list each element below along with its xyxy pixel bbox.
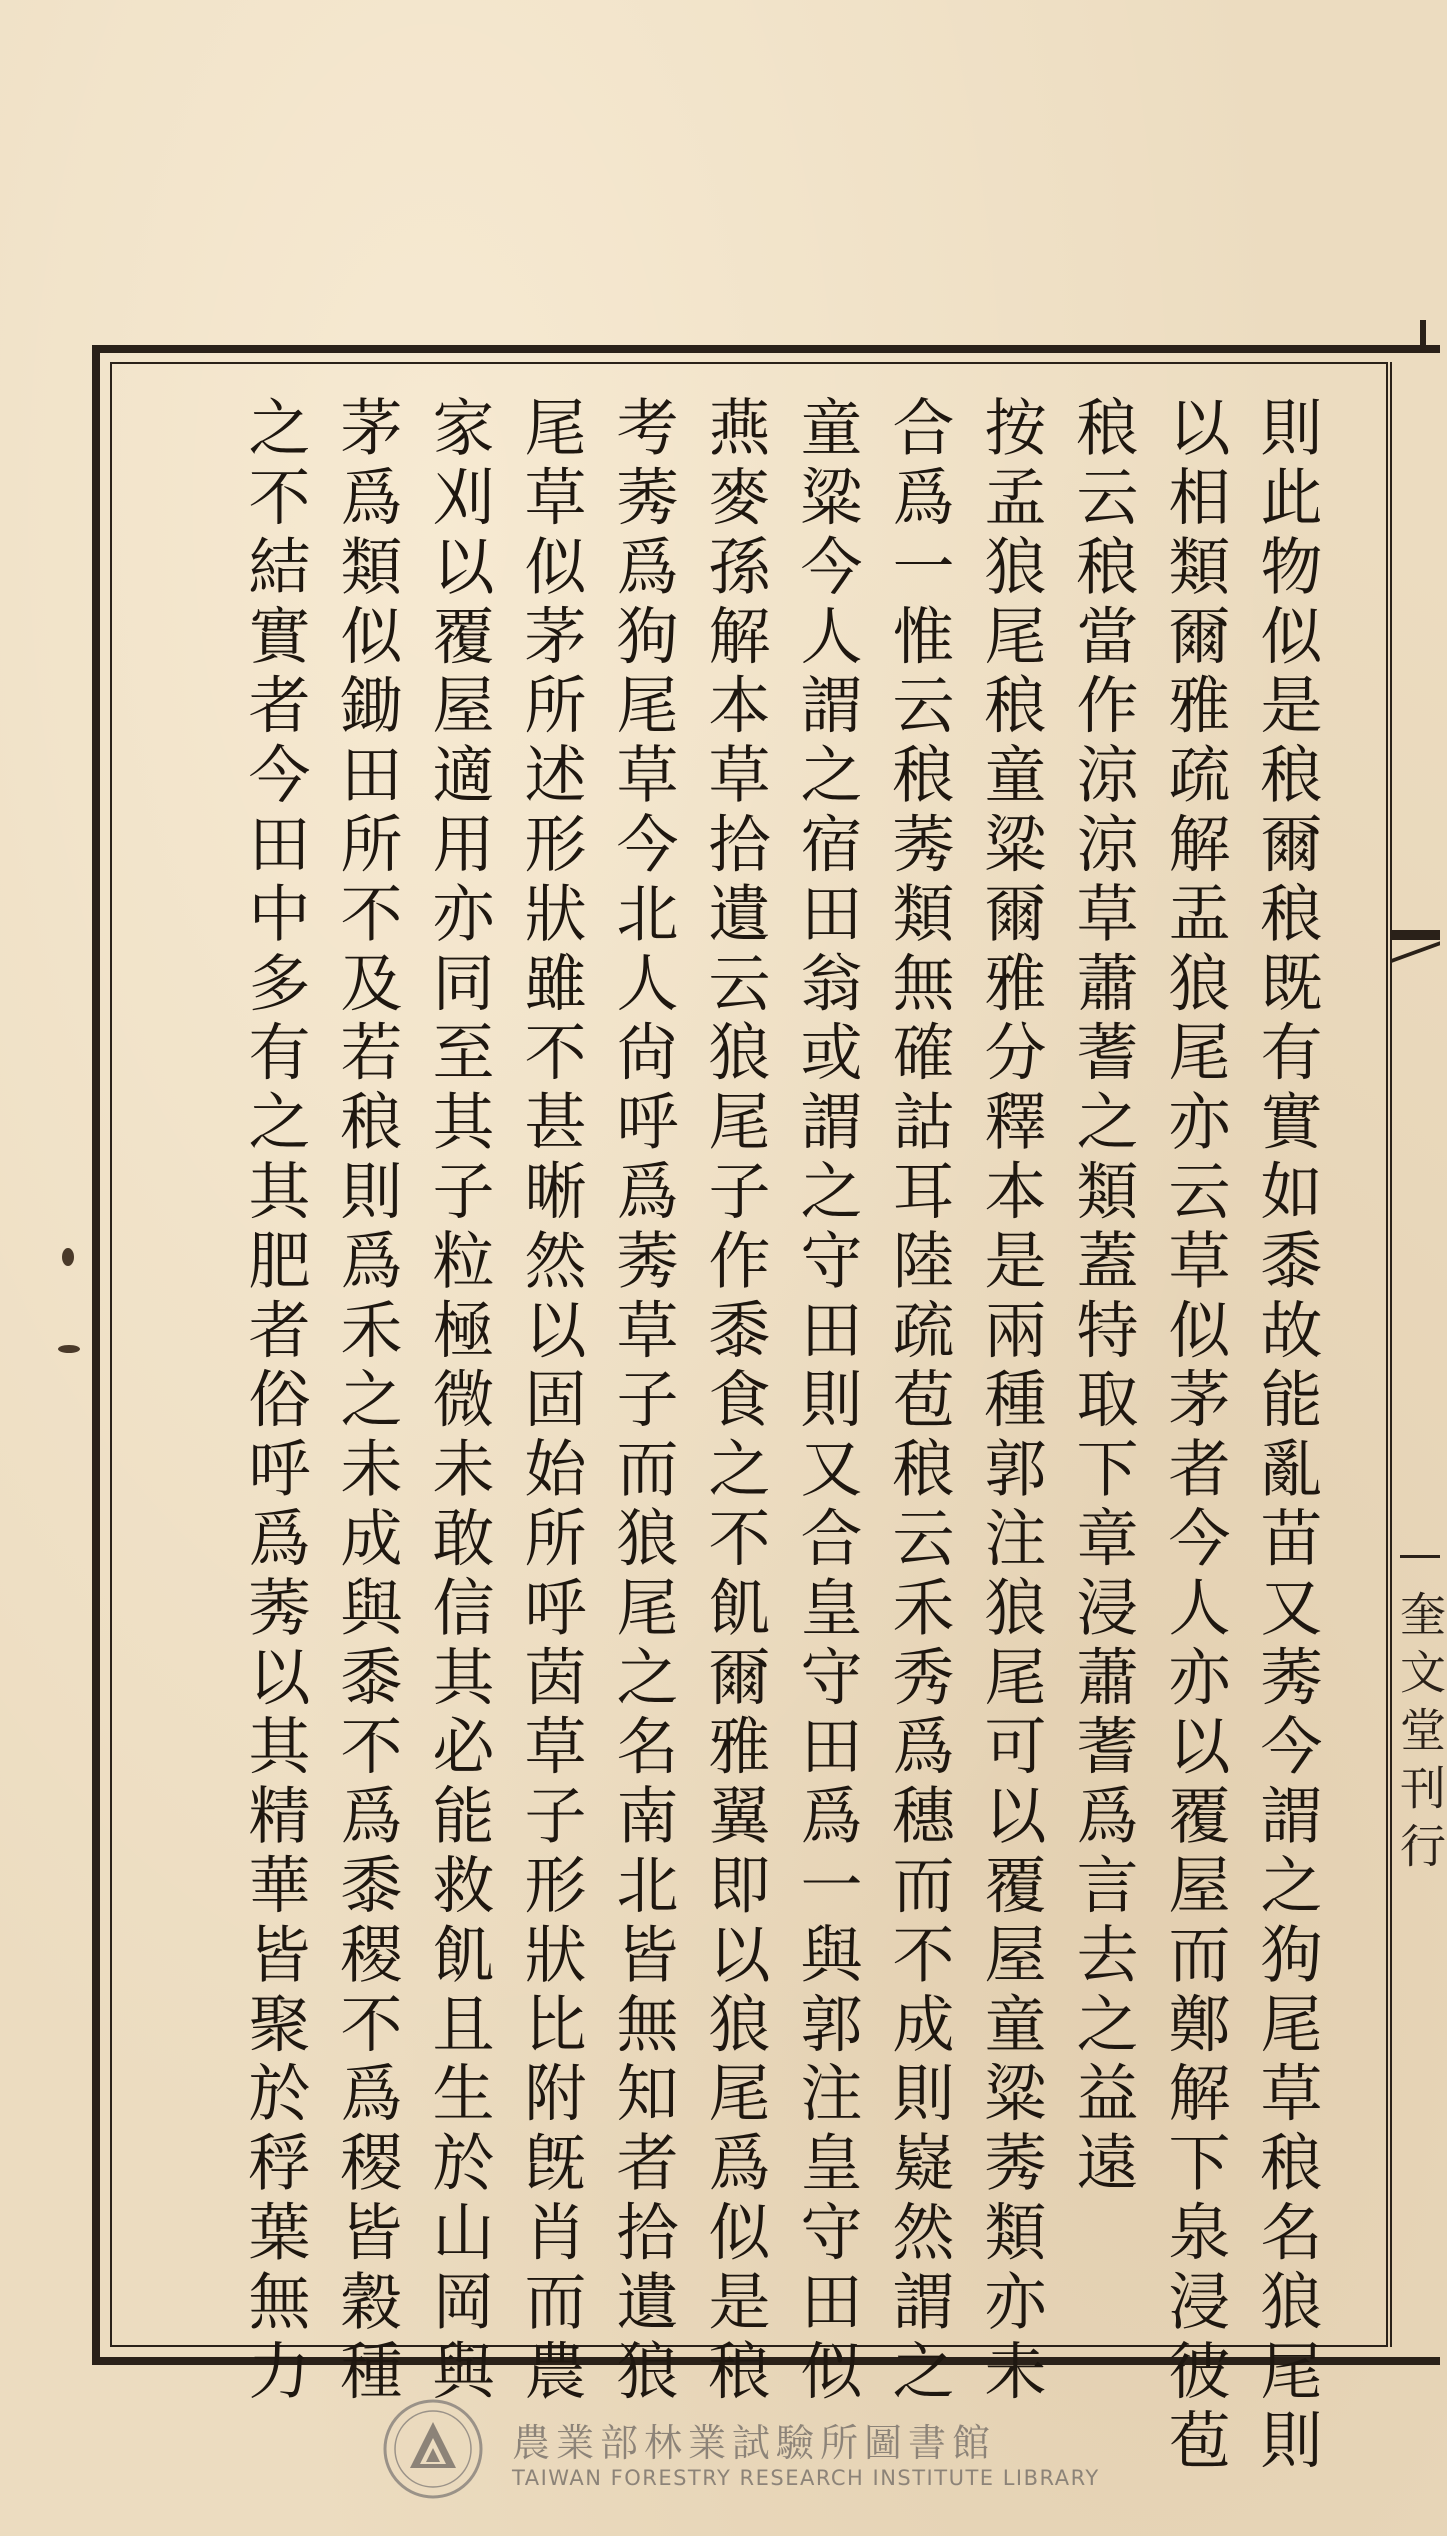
publisher-name: 奎文堂刊行: [1393, 1590, 1447, 1880]
margin-column: [1390, 362, 1447, 2347]
text-column-1: 則此物似是稂爾稂既有實如黍故能亂苗又莠今謂之狗尾草稂名狼尾則: [1250, 395, 1323, 2477]
text-column-10: 家刈以覆屋適用亦同至其子粒極微未敢信其必能救飢且生於山岡與: [422, 395, 495, 2408]
text-column-4: 按孟狼尾稂童粱爾雅分釋本是兩種郭注狼尾可以覆屋童粱莠類亦未: [974, 395, 1047, 2408]
text-column-8: 考莠爲狗尾草今北人尙呼爲莠草子而狼尾之名南北皆無知者拾遺狼: [606, 395, 679, 2408]
binding-hole: [62, 1248, 74, 1266]
text-column-12: 之不結實者今田中多有之其肥者俗呼爲莠以其精華皆聚於稃葉無力: [238, 395, 311, 2408]
tfri-seal-icon: [382, 2398, 484, 2500]
library-name-en: TAIWAN FORESTRY RESEARCH INSTITUTE LIBRARY: [512, 2466, 1100, 2490]
text-column-5: 合爲一惟云稂莠類無確詁耳陸疏苞稂云禾秀爲穗而不成則嶷然謂之: [882, 395, 955, 2408]
text-column-3: 稂云稂當作涼涼草蕭蓍之類蓋特取下章浸蕭蓍爲言去之益遠: [1066, 395, 1139, 2200]
text-column-11: 茅爲類似鋤田所不及若稂則爲禾之未成與黍不爲黍稷不爲稷皆穀種: [330, 395, 403, 2408]
text-column-6: 童粱今人謂之宿田翁或謂之守田則又合皇守田爲一與郭注皇守田似: [790, 395, 863, 2408]
library-name-cn: 農業部林業試驗所圖書館: [512, 2421, 997, 2465]
text-column-9: 尾草似茅所述形狀雖不甚晰然以固始所呼茵草子形狀比附旣肖而農: [514, 395, 587, 2408]
text-column-7: 燕麥孫解本草拾遺云狼尾子作黍食之不飢爾雅翼即以狼尾爲似是稂: [698, 395, 771, 2408]
text-column-2: 以相類爾雅疏解盂狼尾亦云草似茅者今人亦以覆屋而鄭解下泉浸彼苞: [1158, 395, 1231, 2477]
fish-tail-mark: [1392, 930, 1440, 1020]
margin-dash: [1400, 1555, 1440, 1558]
binding-hole: [58, 1345, 80, 1353]
margin-top-mark: [1420, 320, 1446, 350]
